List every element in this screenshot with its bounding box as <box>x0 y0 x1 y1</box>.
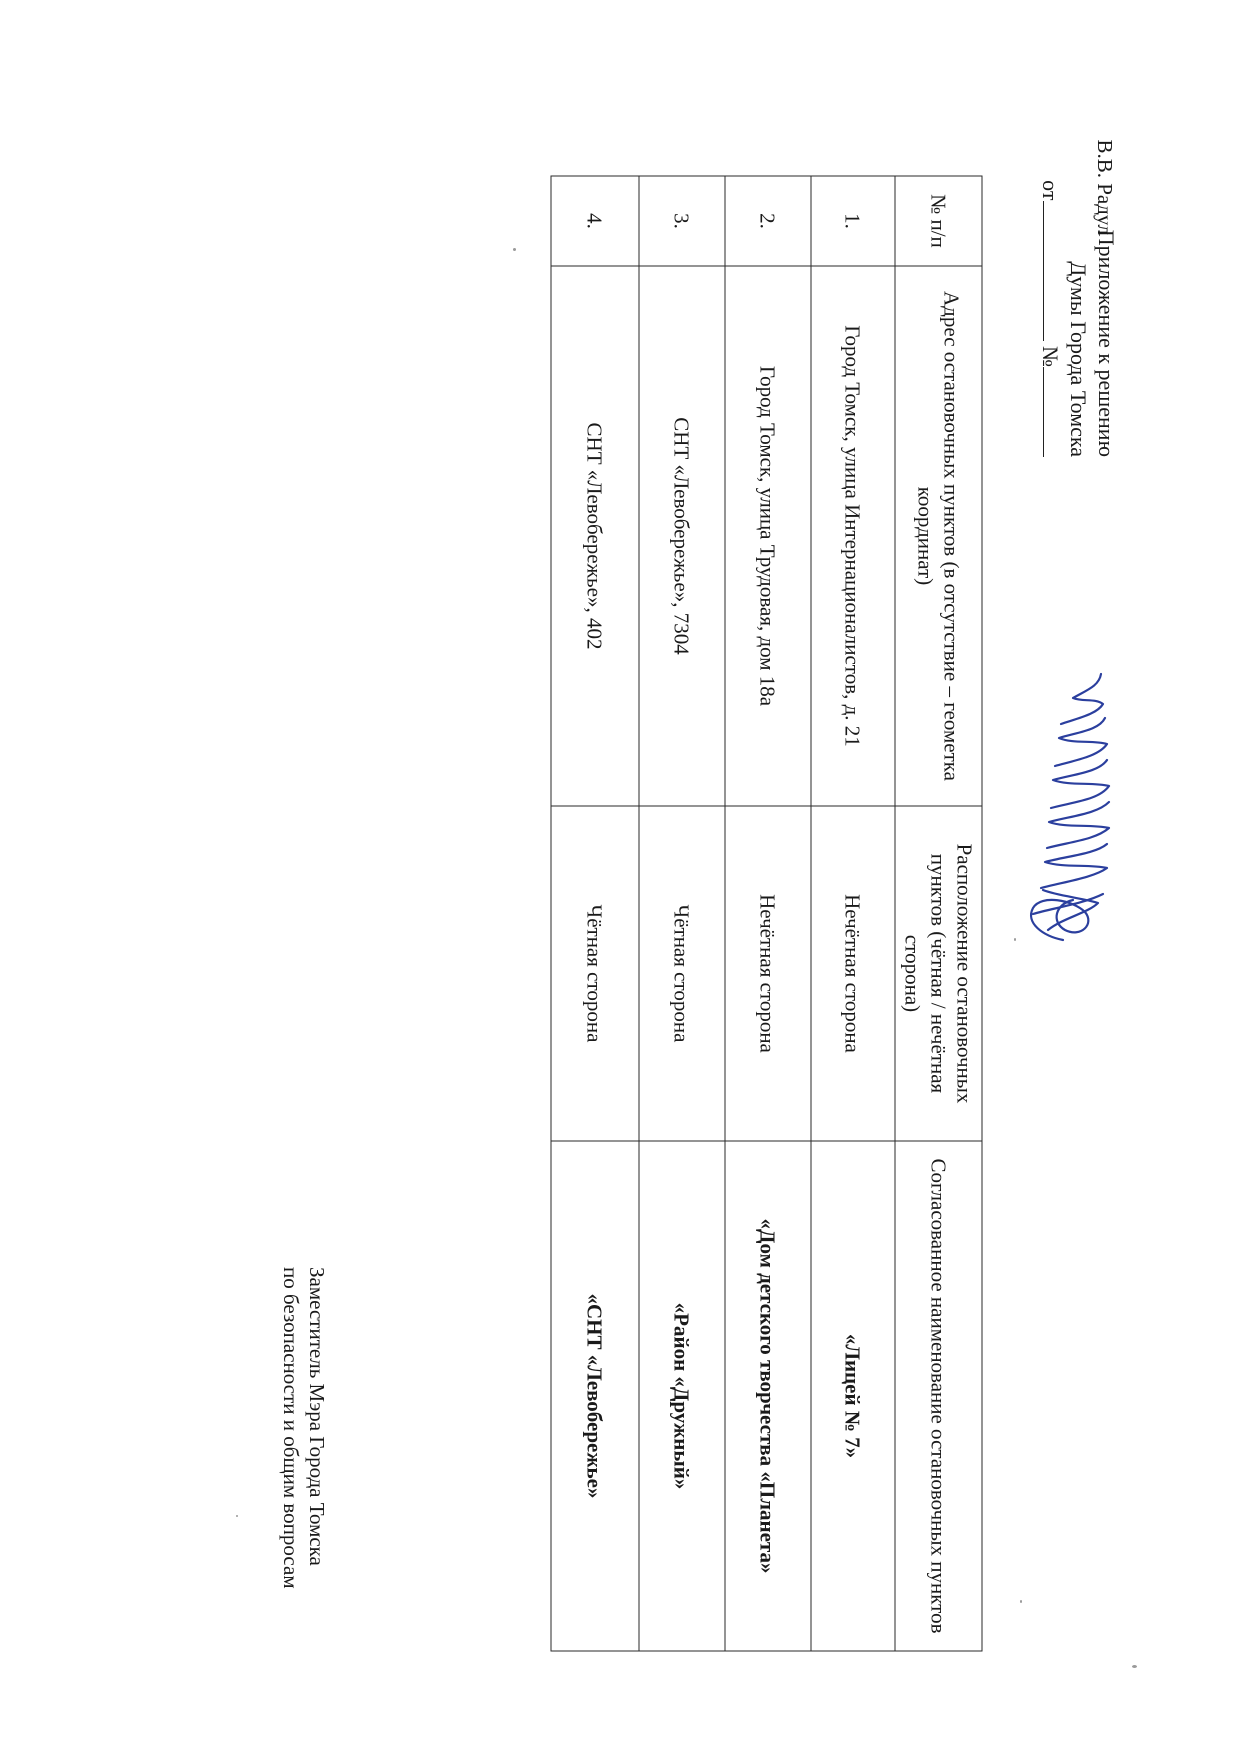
row-address: Город Томск, улица Трудовая, дом 18а <box>725 266 811 806</box>
stops-table-container <box>553 176 983 1651</box>
table-row <box>811 176 895 1651</box>
row-side: Нечётная сторона <box>725 806 811 1141</box>
appendix-date-number-line <box>1036 37 1064 457</box>
stops-table <box>551 176 983 1652</box>
row-address: СНТ «Левобережье», 7304 <box>639 266 725 806</box>
row-num: 3. <box>639 176 725 266</box>
signer-name: В.В. Радул <box>1093 139 1117 235</box>
table-header-row <box>895 176 982 1651</box>
position-line-1: Заместитель Мэра Города Томска <box>305 1267 329 1566</box>
signer-position <box>250 1267 330 1647</box>
table-row <box>725 176 811 1651</box>
position-line-2: по безопасности и общим вопросам <box>279 1267 303 1589</box>
row-side: Нечётная сторона <box>811 806 895 1141</box>
date-blank <box>1043 201 1064 341</box>
row-stop-name: «СНТ «Левобережье» <box>551 1141 639 1651</box>
row-num: 2. <box>725 176 811 266</box>
row-stop-name: «Дом детского творчества «Планета» <box>725 1141 811 1651</box>
number-blank <box>1043 367 1064 457</box>
row-address: СНТ «Левобережье», 402 <box>551 266 639 806</box>
scan-speck <box>513 248 516 251</box>
header-name: Согласованное наименование остановочных пунктов <box>895 1141 982 1651</box>
scan-speck <box>1132 1665 1137 1668</box>
table-row <box>639 176 725 1651</box>
appendix-line-1: Приложение к решению <box>1094 229 1119 457</box>
row-side: Чётная сторона <box>639 806 725 1141</box>
scan-speck <box>1020 1600 1022 1603</box>
appendix-line-2: Думы Города Томска <box>1066 261 1091 457</box>
row-side: Чётная сторона <box>551 806 639 1141</box>
row-address: Город Томск, улица Интернационалистов, д. 21 <box>811 266 895 806</box>
header-side: Расположение остановочных пунктов (чётная / нечётная сторона) <box>895 806 982 1141</box>
table-row <box>551 176 639 1651</box>
scan-speck <box>236 1515 238 1517</box>
number-prefix: № <box>1038 346 1063 367</box>
row-stop-name: «Лицей № 7» <box>811 1141 895 1651</box>
date-prefix: от <box>1038 180 1063 201</box>
row-stop-name: «Район «Дружный» <box>639 1141 725 1651</box>
signature-image <box>1003 668 1123 948</box>
row-num: 1. <box>811 176 895 266</box>
header-address: Адрес остановочных пунктов (в отсутствие – геометка координат) <box>895 266 982 806</box>
row-num: 4. <box>551 176 639 266</box>
scan-speck <box>1014 938 1016 941</box>
header-num: № п/п <box>895 176 982 266</box>
